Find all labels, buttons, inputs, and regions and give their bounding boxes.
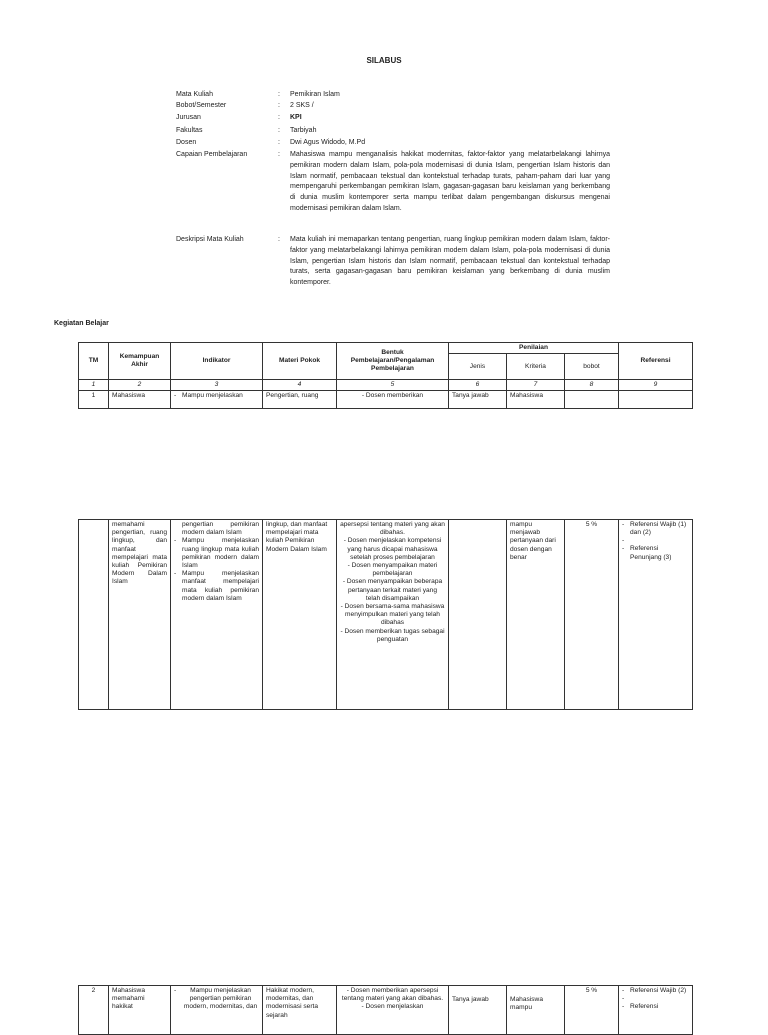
cell-indikator — [171, 391, 263, 409]
header-bobot: bobot — [565, 354, 619, 380]
info-value: KPI — [290, 114, 302, 121]
header-penilaian: Penilaian — [449, 343, 619, 354]
table-row — [79, 520, 693, 710]
cell-bentuk — [337, 391, 449, 409]
info-label: Mata Kuliah — [176, 91, 213, 98]
col-number: 9 — [619, 380, 693, 391]
table-row — [79, 986, 693, 1035]
cell-bentuk — [337, 986, 449, 1035]
info-label: Bobot/Semester — [176, 102, 227, 109]
info-value: 2 SKS / — [290, 102, 314, 109]
bentuk-item: - Dosen menjelaskan — [340, 1003, 445, 1011]
info-label: Jurusan — [176, 114, 201, 121]
cell-kemampuan: Mahasiswa — [109, 391, 171, 409]
info-colon: : — [278, 91, 280, 98]
bentuk-item: - Dosen menjelaskan kompetensi yang harus dicapai mahasiswa setelah proses pembelajaran — [340, 537, 445, 562]
cell-referensi — [619, 391, 693, 409]
section-title: Kegiatan Belajar — [54, 320, 109, 327]
referensi-item: - Referensi — [622, 1003, 689, 1011]
info-label: Deskripsi Mata Kuliah — [176, 236, 244, 243]
col-number: 3 — [171, 380, 263, 391]
page-title: SILABUS — [366, 56, 402, 65]
header-indikator: Indikator — [171, 343, 263, 380]
cell-tm: 2 — [79, 986, 109, 1035]
col-number: 5 — [337, 380, 449, 391]
table-row — [79, 391, 693, 409]
cell-kriteria: mampu menjawab pertanyaan dari dosen dengan benar — [507, 520, 565, 710]
bentuk-item: - Dosen bersama-sama mahasiswa menyimpulkan materi yang telah dibahas — [340, 603, 445, 628]
cell-jenis: Tanya jawab — [449, 986, 507, 1035]
header-materi: Materi Pokok — [263, 343, 337, 380]
col-number: 4 — [263, 380, 337, 391]
info-value: Dwi Agus Widodo, M.Pd — [290, 139, 366, 146]
cell-materi: Pengertian, ruang — [263, 391, 337, 409]
info-value: Pemikiran Islam — [290, 91, 340, 98]
column-number-row — [79, 380, 693, 391]
bentuk-item: - Dosen menyampaikan materi pembelajaran — [340, 562, 445, 578]
cell-bentuk — [337, 520, 449, 710]
referensi-item: - Referensi Wajib (1) dan (2) — [622, 521, 689, 537]
cell-kemampuan: memahami pengertian, ruang lingkup, dan manfaat mempelajari mata kuliah Pemikiran Modern Dalam Islam — [109, 520, 171, 710]
indikator-item: - Mampu menjelaskan — [174, 392, 259, 400]
cell-kemampuan: Mahasiswa memahami hakikat — [109, 986, 171, 1035]
cell-kriteria: Mahasiswa mampu — [507, 986, 565, 1035]
info-label: Fakultas — [176, 127, 203, 134]
cell-materi: Hakikat modern, modernitas, dan modernisasi serta sejarah — [263, 986, 337, 1035]
syllabus-table-continuation — [78, 519, 693, 710]
col-number: 6 — [449, 380, 507, 391]
indikator-item: - Mampu menjelaskan pengertian pemikiran modern, modernitas, dan — [174, 987, 259, 1012]
cell-indikator — [171, 520, 263, 710]
header-referensi: Referensi — [619, 343, 693, 380]
spacer — [622, 995, 689, 1003]
bentuk-item: - Dosen memberikan tugas sebagai penguatan — [340, 628, 445, 644]
header-jenis: Jenis — [449, 354, 507, 380]
info-paragraph: Mahasiswa mampu menganalisis hakikat modernitas, faktor-faktor yang melatarbelakangi lahirnya pemikiran modern dalam Islam, pola-pola modernisasi di dunia Islam, pengertian Islam historis dan Islam normatif, pembacaan tekstual dan kontekstual terhadap turats, paham-paham dari luar yang mempengaruhi perkembangan pemikiran Islam, gagasan-gagasan baru keislaman yang berkembang di dunia muslim kontemporer serta mampu terlibat dalam pengembangan diskursus mengenai modernisasi pemikiran dalam Islam. — [290, 151, 610, 212]
info-colon: : — [278, 127, 280, 134]
bentuk-item: - Dosen menyampaikan beberapa pertanyaan terkait materi yang telah disampaikan — [340, 578, 445, 603]
info-colon: : — [278, 139, 280, 146]
info-colon: : — [278, 236, 280, 243]
cell-jenis: Tanya jawab — [449, 391, 507, 409]
header-kriteria: Kriteria — [507, 354, 565, 380]
cell-tm: 1 — [79, 391, 109, 409]
referensi-item: - Referensi Wajib (2) — [622, 987, 689, 995]
info-label: Dosen — [176, 139, 197, 146]
bentuk-lead: apersepsi tentang materi yang akan dibahas. — [340, 521, 445, 537]
info-label: Capaian Pembelajaran — [176, 151, 248, 158]
header-kemampuan: Kemampuan Akhir — [109, 343, 171, 380]
spacer — [622, 537, 689, 545]
cell-referensi — [619, 986, 693, 1035]
col-number: 8 — [565, 380, 619, 391]
cell-bobot — [565, 391, 619, 409]
header-bentuk: Bentuk Pembelajaran/Pengalaman Pembelajaran — [337, 343, 449, 380]
syllabus-table-row2 — [78, 985, 693, 1035]
bentuk-item: - Dosen memberikan apersepsi tentang materi yang akan dibahas. — [340, 987, 445, 1003]
cell-jenis — [449, 520, 507, 710]
cell-referensi — [619, 520, 693, 710]
bentuk-item: - Dosen memberikan — [340, 392, 445, 400]
col-number: 1 — [79, 380, 109, 391]
cell-materi: lingkup, dan manfaat mempelajari mata kuliah Pemikiran Modern Dalam Islam — [263, 520, 337, 710]
syllabus-table-header — [78, 342, 693, 409]
cell-bobot: 5 % — [565, 986, 619, 1035]
info-colon: : — [278, 151, 280, 158]
indikator-lead: pengertian pemikiran modern dalam Islam — [182, 521, 259, 537]
info-colon: : — [278, 102, 280, 109]
cell-indikator — [171, 986, 263, 1035]
col-number: 2 — [109, 380, 171, 391]
info-paragraph: Mata kuliah ini memaparkan tentang pengertian, ruang lingkup pemikiran modern dalam Islam, faktor-faktor yang melatarbelakangi lahirnya pemikiran modern dalam Islam, pola-pola modernisasi di dunia Islam, pengertian Islam historis dan Islam normatif, pembacaan tekstual dan kontekstual terhadap turats, serta gagasan-gagasan baru pemikiran keislaman yang berkembang di dunia muslim kontemporer. — [290, 236, 610, 287]
cell-kriteria: Mahasiswa — [507, 391, 565, 409]
cell-bobot: 5 % — [565, 520, 619, 710]
col-number: 7 — [507, 380, 565, 391]
indikator-item: - Mampu menjelaskan manfaat mempelajari mata kuliah pemikiran modern dalam Islam — [174, 570, 259, 603]
header-tm: TM — [79, 343, 109, 380]
info-colon: : — [278, 114, 280, 121]
indikator-item: - Mampu menjelaskan ruang lingkup mata kuliah pemikiran modern dalam Islam — [174, 537, 259, 570]
referensi-item: - Referensi Penunjang (3) — [622, 545, 689, 561]
info-value: Tarbiyah — [290, 127, 317, 134]
cell-tm — [79, 520, 109, 710]
